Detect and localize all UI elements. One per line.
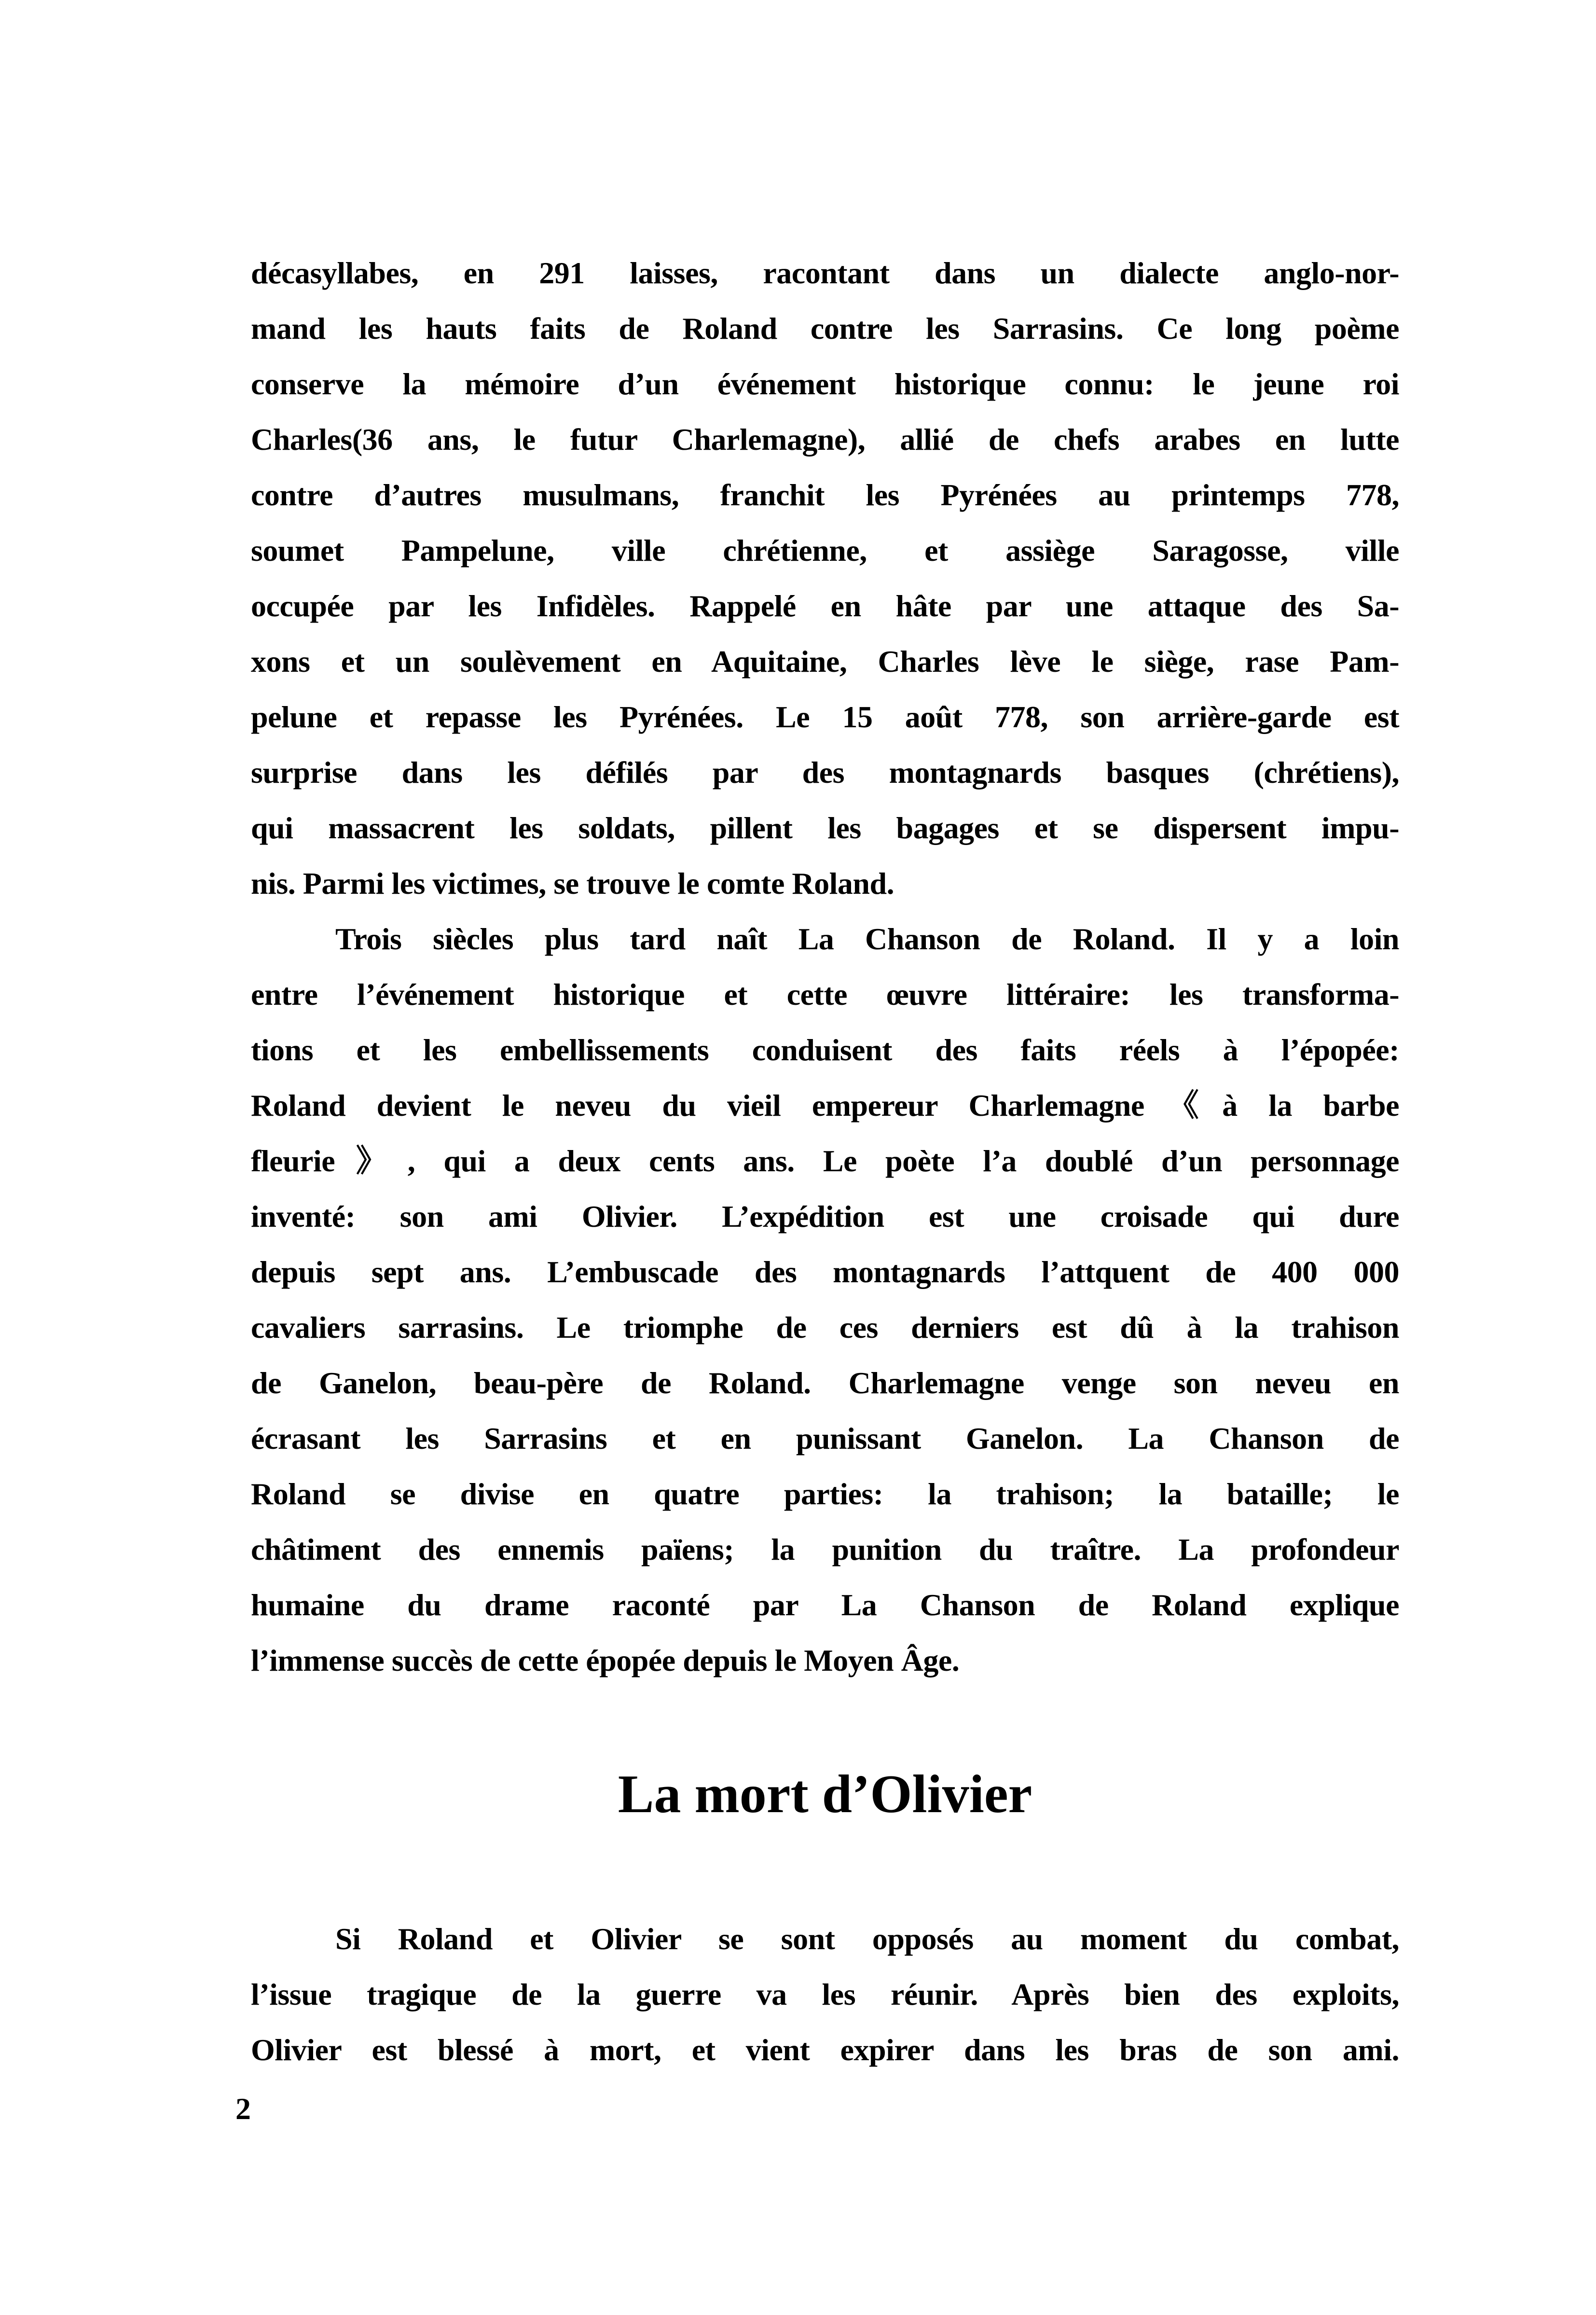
text-line: Roland se divise en quatre parties: la trahison; la bataille; le [251,1477,1399,1511]
text-line: contre d’autres musulmans, franchit les Pyrénées au printemps 778, [251,478,1399,512]
text-line: surprise dans les défilés par des montagnards basques (chrétiens), [251,755,1399,790]
text-line: entre l’événement historique et cette œuvre littéraire: les transforma- [251,977,1399,1012]
text-line: mand les hauts faits de Roland contre les Sarrasins. Ce long poème [251,311,1399,346]
text-line: l’issue tragique de la guerre va les réunir. Après bien des exploits, [251,1977,1399,2011]
text-line: l’immense succès de cette épopée depuis le Moyen Âge. [251,1643,960,1677]
text-line: châtiment des ennemis païens; la punition du traître. La profondeur [251,1532,1399,1566]
text-line: tions et les embellissements conduisent des faits réels à l’épopée: [251,1033,1399,1067]
text-line: Si Roland et Olivier se sont opposés au moment du combat, [335,1922,1399,1956]
text-line: nis. Parmi les victimes, se trouve le comte Roland. [251,866,894,901]
text-line: écrasant les Sarrasins et en punissant Ganelon. La Chanson de [251,1421,1399,1456]
page-number: 2 [235,2092,251,2126]
text-line: cavaliers sarrasins. Le triomphe de ces derniers est dû à la trahison [251,1310,1399,1345]
paragraph-2 [251,911,1399,1688]
paragraph-1 [251,245,1399,911]
text-line: Olivier est blessé à mort, et vient expirer dans les bras de son ami. [251,2033,1399,2067]
section-heading: La mort d’Olivier [618,1764,1032,1824]
text-line: depuis sept ans. L’embuscade des montagnards l’attquent de 400 000 [251,1255,1399,1289]
paragraph-3 [251,1911,1399,2078]
text-line: qui massacrent les soldats, pillent les bagages et se dispersent impu- [251,811,1399,845]
text-line: xons et un soulèvement en Aquitaine, Charles lève le siège, rase Pam- [251,644,1399,679]
text-line: soumet Pampelune, ville chrétienne, et assiège Saragosse, ville [251,533,1399,568]
text-line: de Ganelon, beau-père de Roland. Charlemagne venge son neveu en [251,1366,1399,1400]
text-line: humaine du drame raconté par La Chanson de Roland explique [251,1588,1399,1622]
text-line: décasyllabes, en 291 laisses, racontant dans un dialecte anglo-nor- [251,256,1399,290]
text-line: conserve la mémoire d’un événement historique connu: le jeune roi [251,367,1399,401]
text-line: Charles(36 ans, le futur Charlemagne), allié de chefs arabes en lutte [251,422,1399,457]
text-line: pelune et repasse les Pyrénées. Le 15 août 778, son arrière-garde est [251,700,1399,734]
text-line: Roland devient le neveu du vieil empereur Charlemagne《à la barbe [251,1088,1399,1123]
text-line: inventé: son ami Olivier. L’expédition est une croisade qui dure [251,1199,1399,1234]
text-line: Trois siècles plus tard naît La Chanson de Roland. Il y a loin [335,922,1399,956]
text-line: fleurie》, qui a deux cents ans. Le poète l’a doublé d’un personnage [251,1144,1399,1178]
text-line: occupée par les Infidèles. Rappelé en hâte par une attaque des Sa- [251,589,1399,623]
